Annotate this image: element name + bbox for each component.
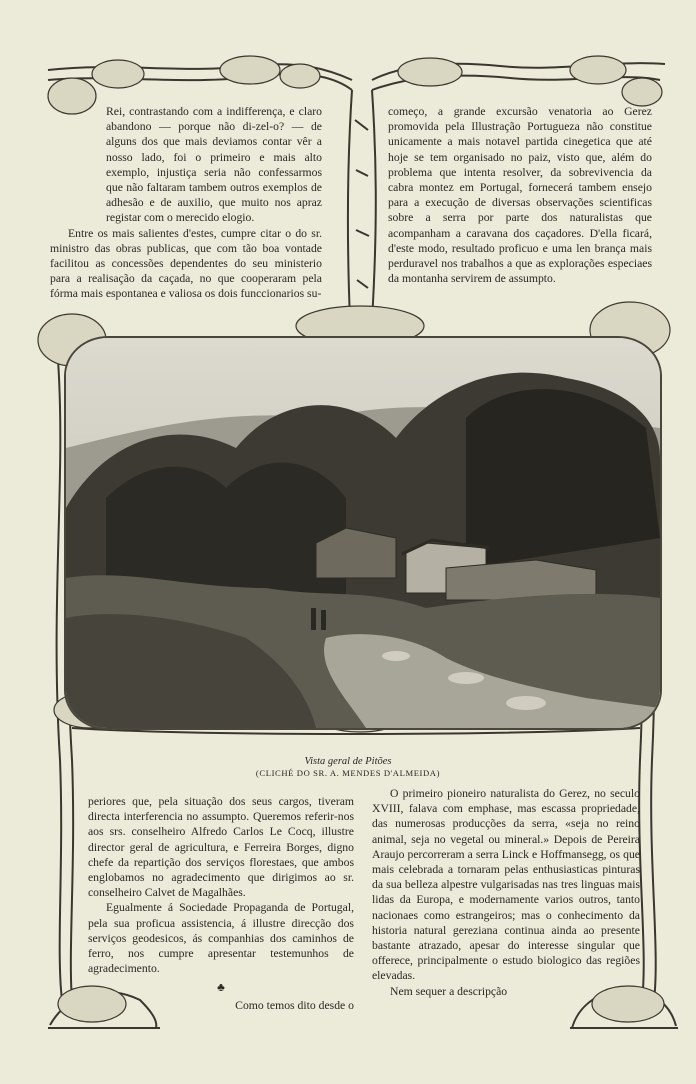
paragraph: Rei, contrastando com a indifferença, e claro abandono — porque não di-zel-o? — de alguns dos que mais deviamos contar vêr a nosso lado, foi o primeiro e mais alto exemplo, injustiça seria não confessarmos que não faltaram tambem outros exemplos de adhesão e de auxilio, que muito nos apraz registar com o merecido elogio. <box>106 105 322 225</box>
paragraph: Entre os mais salientes d'estes, cumpre citar o do sr. ministro das obras publicas, que com tão boa vontade facilitou as concessões dependentes do seu ministerio para a realisação da caçada, no que cooperaram pela fórma mais espontanea e valiosa os dois funccionarios su- <box>50 226 322 301</box>
paragraph: periores que, pela situação dos seus cargos, tiveram directa interferencia no assumpto. Queremos referir-nos aos srs. conselheiro Alfredo Carlos Le Cocq, illustre director geral de agricultura, e Ferreira Borges, digno chefe da repartição dos serviços florestaes, que ambos englobamos no agradecimento que dirigimos ao sr. conselheiro Calvet de Magalhães. <box>88 795 354 900</box>
paragraph: começo, a grande excursão venatoria ao Gerez promovida pela Illustração Portugueza não constitue unicamente a mais notavel partida cinegetica que até hoje se tem organisado no paiz, visto que, além do problema que intenta resolver, da sobrevivencia da cabra montez em Portugal, fornecerá tambem ensejo para a execução de diversas observações scientificas sobre a serra por parte dos naturalistas que acompanham a caravana dos caçadores. D'ella ficará, d'este modo, resultado proficuo e uma len brança mais perduravel nos trabalhos a que as explorações especiaes da montanha servirem de assumpto. <box>388 105 652 286</box>
club-ornament: ♣ <box>217 981 225 995</box>
top-right-text-column <box>388 104 652 286</box>
bottom-right-text-column <box>372 786 640 999</box>
paragraph: O primeiro pioneiro naturalista do Gerez, no seculo XVIII, falava com emphase, mas escassa propriedade, das numerosas producções da serra, «seja no reino animal, seja no vegetal ou mineral.» Depois de Pereira Araujo percorreram a serra Linck e Hoffmansegg, os que mais celebrada a tornaram pelas enthusiasticas pinturas da sua belleza alpestre vulgarisadas nas tres linguas mais lidas da Europa, e modernamente varios outros, tanto nacionaes como estrangeiros; mas o conhecimento da historia natural gereziana continua ainda ao presente bastante atrazado, apesar do interesse singular que offerece, principalmente o estudo biologico das regiões elevadas. <box>372 787 640 983</box>
paragraph: Como temos dito desde o <box>235 998 354 1012</box>
village-landscape-image <box>66 338 660 728</box>
landscape-photograph <box>64 336 662 730</box>
photo-caption-credit: (CLICHÉ DO SR. A. MENDES D'ALMEIDA) <box>255 768 441 778</box>
paragraph: Nem sequer a descripção <box>390 984 508 998</box>
paragraph: Egualmente á Sociedade Propaganda de Portugal, pela sua proficua assistencia, á illustre direcção dos serviços geodesicos, ás companhias dos caminhos de ferro, nos cumpre apresentar testemunhos de agradecimento. <box>88 901 354 976</box>
photo-caption-title: Vista geral de Pitões <box>304 756 392 767</box>
bottom-left-text-column <box>88 794 354 1013</box>
top-left-text-column <box>50 104 322 302</box>
